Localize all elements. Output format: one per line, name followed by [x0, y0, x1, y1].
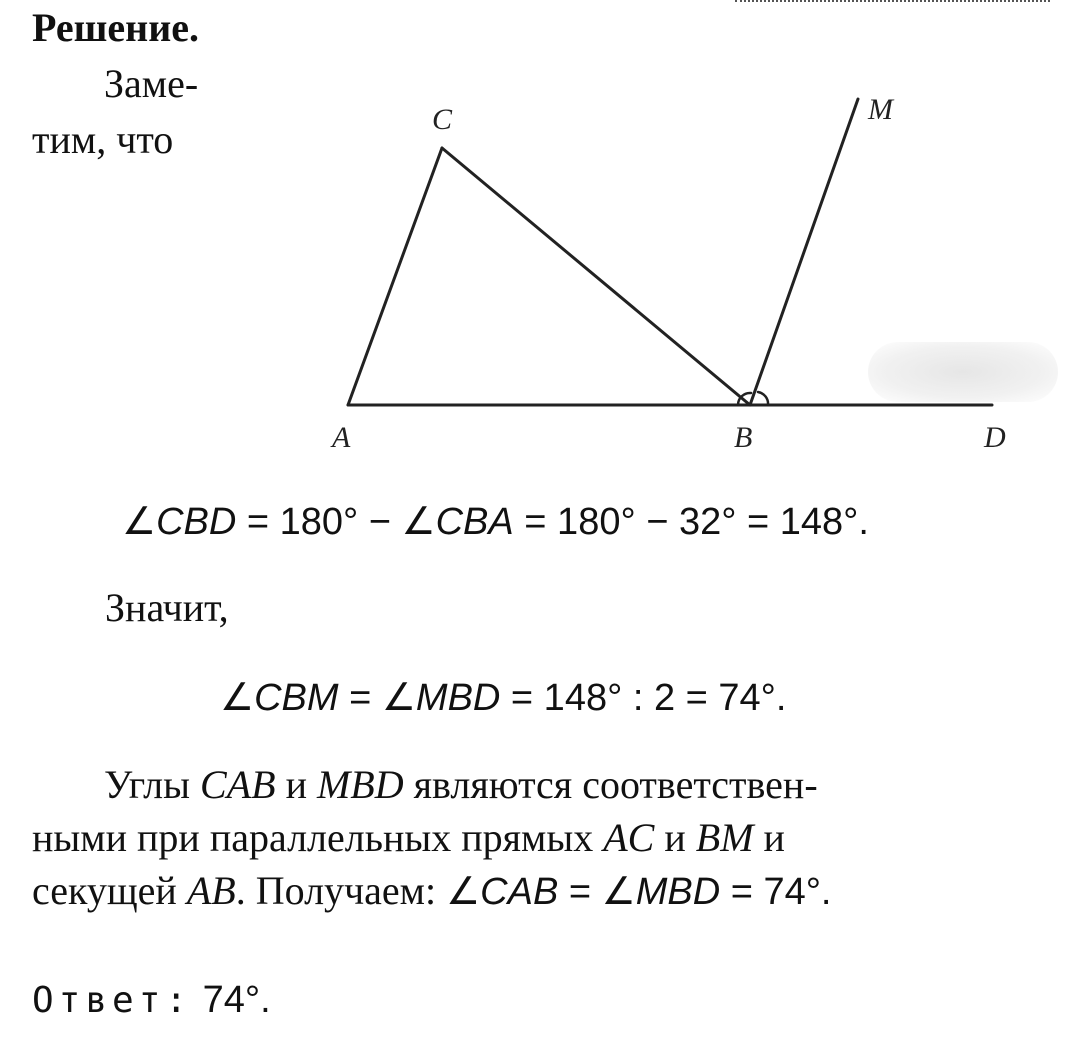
segment-cb: [442, 148, 750, 405]
then-text: Значит,: [105, 585, 229, 630]
angle-symbol: ∠: [381, 677, 416, 719]
angle-symbol: ∠: [220, 677, 255, 719]
angle-arc-b-2: [758, 392, 768, 405]
formula-cbd: [122, 498, 869, 546]
eq-text: = 74°.: [720, 871, 832, 913]
angle-cbm: CBM: [254, 677, 339, 719]
ray-bm: [750, 99, 858, 405]
eq-text: =: [558, 871, 602, 913]
angle-symbol: ∠: [401, 501, 436, 543]
angle-cbd: CBD: [156, 501, 237, 543]
para-text: ными при параллельных прямых: [32, 815, 604, 860]
line-ac: AC: [603, 815, 655, 860]
angle-symbol: ∠: [122, 501, 157, 543]
intro-line-1: Заме-: [104, 61, 199, 106]
angle-mbd: MBD: [415, 677, 501, 719]
formula1-rest: = 180° − 32° = 148°.: [513, 501, 869, 543]
label-c: C: [432, 103, 453, 136]
angle-cab: CAB: [480, 871, 559, 913]
angle-symbol: ∠: [446, 871, 481, 913]
para-text: являются соответствен-: [403, 762, 818, 807]
solution-heading: Решение.: [32, 5, 200, 50]
geometry-diagram: [320, 85, 1020, 475]
final-equation: [446, 871, 831, 913]
answer-line: [32, 976, 271, 1025]
line-ab: AB: [186, 868, 236, 913]
top-dotted-line: [735, 0, 1050, 2]
angle-cab: CAB: [200, 762, 276, 807]
formula2-rest: = 148° : 2 = 74°.: [500, 677, 787, 719]
line-bm: BM: [695, 815, 754, 860]
segment-ac: [348, 148, 442, 405]
formula2-eq: =: [338, 677, 382, 719]
explanation-paragraph: [32, 758, 1042, 919]
angle-cba: CBA: [435, 501, 514, 543]
para-text: и: [275, 762, 317, 807]
angle-mbd: MBD: [635, 871, 721, 913]
angle-mbd: MBD: [316, 762, 404, 807]
para-text: секущей: [32, 868, 187, 913]
para-text: . Получаем:: [235, 868, 447, 913]
para-text: Углы: [104, 762, 201, 807]
para-text: и: [753, 815, 785, 860]
formula1-eq: = 180° −: [236, 501, 402, 543]
intro-line-2: тим, что: [32, 117, 174, 162]
label-m: M: [868, 93, 893, 126]
label-d: D: [984, 421, 1006, 454]
label-a: A: [332, 421, 351, 454]
formula-cbm: [220, 674, 786, 722]
answer-label: Ответ:: [32, 980, 193, 1021]
angle-symbol: ∠: [601, 871, 636, 913]
para-text: и: [654, 815, 696, 860]
answer-value: 74°.: [192, 979, 271, 1021]
label-b: B: [734, 421, 753, 454]
intro-text: [32, 56, 198, 168]
